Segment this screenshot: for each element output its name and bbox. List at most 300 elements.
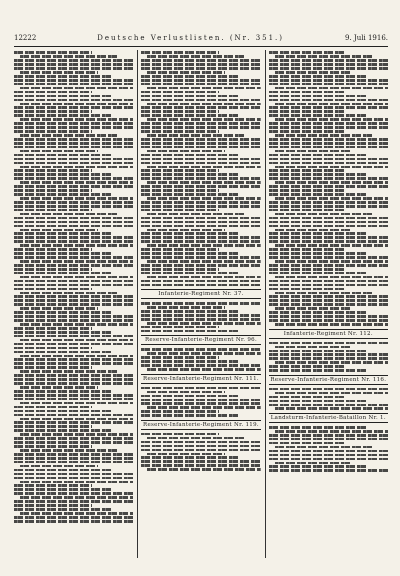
text-line xyxy=(269,83,388,86)
text-line xyxy=(147,87,260,90)
text-line xyxy=(275,150,353,153)
section-heading: Reserve-Infanterie-Regiment Nr. 119. xyxy=(143,421,259,428)
text-line xyxy=(141,95,239,98)
column-1 xyxy=(14,50,133,558)
text-line xyxy=(269,122,388,125)
text-line xyxy=(14,469,112,472)
text-line xyxy=(275,292,373,295)
text-line xyxy=(14,201,133,204)
text-line xyxy=(275,430,388,433)
page-number: 12222 xyxy=(14,34,37,42)
text-line xyxy=(141,395,239,398)
text-line xyxy=(269,106,388,109)
text-line xyxy=(269,91,347,94)
text-line xyxy=(141,189,219,192)
text-line xyxy=(269,126,388,129)
text-line xyxy=(14,453,133,456)
text-line xyxy=(20,181,133,184)
text-line xyxy=(269,458,388,461)
section-heading: Reserve-Infanterie-Regiment Nr. 96. xyxy=(141,335,260,345)
text-line xyxy=(141,414,239,417)
text-line xyxy=(269,369,367,372)
text-line xyxy=(14,264,133,267)
text-line xyxy=(14,437,133,440)
text-line xyxy=(147,134,245,137)
text-line xyxy=(275,71,353,74)
text-line xyxy=(14,209,92,212)
text-line xyxy=(14,193,112,196)
text-line xyxy=(14,331,112,334)
text-line xyxy=(269,288,347,291)
text-line xyxy=(14,99,133,102)
section-heading: Reserve-Infanterie-Regiment Nr. 111. xyxy=(143,375,259,382)
text-line xyxy=(141,209,219,212)
text-line xyxy=(141,177,260,180)
text-line xyxy=(269,272,367,275)
text-line xyxy=(269,342,388,345)
text-line xyxy=(147,306,225,309)
text-columns xyxy=(14,50,388,558)
text-line xyxy=(269,350,367,353)
text-line xyxy=(141,158,260,161)
text-line xyxy=(141,402,260,405)
text-line xyxy=(275,346,353,349)
text-line xyxy=(14,138,133,141)
text-line xyxy=(14,91,92,94)
text-line xyxy=(14,51,92,54)
text-line xyxy=(147,229,225,232)
text-line xyxy=(275,166,388,169)
text-line xyxy=(141,399,260,402)
text-line xyxy=(269,357,388,360)
text-line xyxy=(14,358,133,361)
text-line xyxy=(20,55,118,58)
page-header xyxy=(14,32,388,44)
text-line xyxy=(147,276,260,279)
text-line xyxy=(141,193,239,196)
text-line xyxy=(269,185,388,188)
text-line xyxy=(14,500,133,503)
text-line xyxy=(147,453,225,456)
text-line xyxy=(147,197,260,200)
text-line xyxy=(14,280,133,283)
text-line xyxy=(14,492,133,495)
text-line xyxy=(20,449,118,452)
text-line xyxy=(275,244,388,247)
text-line xyxy=(141,99,260,102)
text-line xyxy=(141,173,239,176)
text-line xyxy=(14,410,112,413)
text-line xyxy=(269,240,388,243)
text-line xyxy=(147,150,225,153)
text-line xyxy=(14,343,133,346)
text-line xyxy=(20,418,133,421)
text-line xyxy=(14,268,92,271)
text-line xyxy=(141,456,239,459)
text-line xyxy=(147,391,225,394)
text-line xyxy=(14,508,112,511)
text-line xyxy=(14,59,133,62)
text-line xyxy=(14,272,112,275)
text-line xyxy=(141,79,260,82)
text-line xyxy=(141,268,219,271)
text-line xyxy=(14,398,133,401)
text-line xyxy=(269,146,388,149)
text-line xyxy=(269,177,388,180)
text-line xyxy=(141,146,260,149)
text-line xyxy=(14,122,133,125)
text-line xyxy=(14,461,133,464)
text-line xyxy=(275,55,373,58)
text-line xyxy=(269,225,388,228)
text-line xyxy=(269,110,347,113)
text-line xyxy=(14,311,112,314)
text-line xyxy=(269,400,367,403)
text-line xyxy=(269,311,367,314)
text-line xyxy=(269,138,388,141)
text-line xyxy=(269,299,388,302)
text-line xyxy=(269,465,367,468)
text-line xyxy=(20,260,133,263)
text-line xyxy=(20,512,133,515)
text-line xyxy=(14,327,92,330)
text-line xyxy=(14,236,133,239)
text-line xyxy=(14,347,92,350)
text-line xyxy=(275,118,388,121)
text-line xyxy=(269,426,367,429)
text-line xyxy=(14,67,133,70)
text-line xyxy=(275,276,388,279)
text-line xyxy=(147,322,260,325)
text-line xyxy=(269,79,388,82)
text-line xyxy=(20,166,133,169)
text-line xyxy=(141,232,239,235)
text-line xyxy=(141,240,260,243)
text-line xyxy=(269,173,367,176)
text-line xyxy=(14,146,133,149)
text-line xyxy=(147,103,260,106)
text-line xyxy=(275,392,388,395)
text-line xyxy=(141,302,260,305)
text-line xyxy=(14,406,92,409)
text-line xyxy=(14,177,133,180)
text-line xyxy=(141,264,260,267)
section-heading: Reserve-Infanterie-Regiment Nr. 116. xyxy=(270,376,387,383)
text-line xyxy=(269,75,367,78)
text-line xyxy=(141,122,260,125)
text-line xyxy=(269,365,347,368)
text-line xyxy=(269,99,388,102)
text-line xyxy=(141,59,260,62)
text-line xyxy=(20,118,133,121)
text-line xyxy=(269,169,347,172)
text-line xyxy=(14,335,133,338)
text-line xyxy=(14,126,133,129)
text-line xyxy=(269,221,388,224)
text-line xyxy=(14,473,133,476)
header-rule xyxy=(14,46,388,47)
text-line xyxy=(269,295,388,298)
text-line xyxy=(269,404,388,407)
text-line xyxy=(269,142,388,145)
text-line xyxy=(14,351,112,354)
text-line xyxy=(275,446,373,449)
text-line xyxy=(147,71,225,74)
text-line xyxy=(14,284,133,287)
text-line xyxy=(20,87,133,90)
text-line xyxy=(269,217,388,220)
text-line xyxy=(14,256,133,259)
text-line xyxy=(14,173,112,176)
text-line xyxy=(141,252,239,255)
text-line xyxy=(14,390,112,393)
text-line xyxy=(141,464,260,467)
text-line xyxy=(14,362,133,365)
text-line xyxy=(141,114,239,117)
text-line xyxy=(269,454,388,457)
text-line xyxy=(269,162,388,165)
text-line xyxy=(14,142,133,145)
text-line xyxy=(141,348,260,351)
text-line xyxy=(275,407,388,410)
text-line xyxy=(147,166,260,169)
text-line xyxy=(20,370,118,373)
text-line xyxy=(141,75,239,78)
text-line xyxy=(269,114,367,117)
text-line xyxy=(14,205,133,208)
text-line xyxy=(14,295,133,298)
text-line xyxy=(141,130,219,133)
text-line xyxy=(141,433,219,436)
text-line xyxy=(20,496,133,499)
text-line xyxy=(20,307,98,310)
section-heading: Infanterie-Regiment Nr. 112. xyxy=(269,329,388,339)
text-line xyxy=(269,248,347,251)
text-line xyxy=(14,319,133,322)
text-line xyxy=(141,205,260,208)
text-line xyxy=(141,154,239,157)
text-line xyxy=(141,142,260,145)
text-line xyxy=(14,169,92,172)
text-line xyxy=(14,441,133,444)
text-line xyxy=(14,63,133,66)
text-line xyxy=(14,299,133,302)
text-line xyxy=(20,402,133,405)
text-line xyxy=(141,360,239,363)
text-line xyxy=(141,248,219,251)
text-line xyxy=(14,425,92,428)
issue-date: 9. Juli 1916. xyxy=(345,34,388,42)
text-line xyxy=(269,201,388,204)
text-line xyxy=(269,396,347,399)
text-line xyxy=(14,225,133,228)
text-line xyxy=(141,169,219,172)
text-line xyxy=(14,154,112,157)
text-line xyxy=(269,469,388,472)
text-line xyxy=(269,303,388,306)
text-line xyxy=(269,189,347,192)
text-line xyxy=(14,252,112,255)
text-line xyxy=(269,280,388,283)
text-line xyxy=(20,103,133,106)
text-line xyxy=(14,79,133,82)
text-line xyxy=(141,460,260,463)
text-line xyxy=(14,520,133,523)
text-line xyxy=(141,51,219,54)
text-line xyxy=(20,339,133,342)
text-line xyxy=(269,315,388,318)
text-line xyxy=(14,504,92,507)
text-line xyxy=(275,229,353,232)
text-line xyxy=(269,268,347,271)
text-line xyxy=(141,326,219,329)
section-heading: Infanterie-Regiment Nr. 37. xyxy=(141,289,260,299)
text-line xyxy=(269,158,388,161)
text-line xyxy=(141,110,219,113)
text-line xyxy=(275,213,373,216)
text-line xyxy=(14,394,133,397)
section-heading: Landsturm-Infanterie-Bataillon Nr. 1. xyxy=(269,413,388,423)
text-line xyxy=(269,193,367,196)
text-line xyxy=(275,181,388,184)
text-line xyxy=(275,134,373,137)
text-line xyxy=(14,162,133,165)
text-line xyxy=(275,87,388,90)
text-line xyxy=(14,484,92,487)
column-3 xyxy=(265,50,388,558)
text-line xyxy=(269,353,388,356)
text-line xyxy=(14,303,133,306)
text-line xyxy=(20,355,133,358)
text-line xyxy=(141,225,260,228)
text-line xyxy=(20,323,133,326)
text-line xyxy=(20,276,133,279)
text-line xyxy=(20,71,98,74)
text-line xyxy=(269,388,388,391)
text-line xyxy=(141,310,239,313)
text-line xyxy=(141,162,260,165)
text-line xyxy=(14,382,133,385)
text-line xyxy=(20,292,118,295)
text-line xyxy=(275,197,388,200)
text-line xyxy=(14,185,133,188)
text-line xyxy=(14,288,92,291)
text-line xyxy=(275,323,388,326)
text-line xyxy=(269,264,388,267)
text-line xyxy=(275,361,388,364)
text-line xyxy=(147,406,260,409)
text-line xyxy=(20,229,98,232)
text-line xyxy=(14,189,92,192)
text-line xyxy=(147,260,260,263)
text-line xyxy=(141,63,260,66)
text-line xyxy=(147,55,245,58)
text-line xyxy=(14,130,92,133)
text-line xyxy=(269,256,388,259)
text-line xyxy=(141,221,260,224)
text-line xyxy=(269,450,388,453)
text-line xyxy=(141,410,219,413)
text-line xyxy=(147,118,260,121)
text-line xyxy=(269,319,388,322)
text-line xyxy=(14,75,112,78)
text-line xyxy=(14,366,92,369)
text-line xyxy=(20,244,133,247)
text-line xyxy=(141,236,260,239)
text-line xyxy=(147,213,245,216)
text-line xyxy=(14,221,133,224)
text-line xyxy=(14,429,112,432)
text-line xyxy=(14,248,92,251)
text-line xyxy=(269,252,367,255)
text-line xyxy=(275,307,353,310)
text-line xyxy=(14,217,133,220)
text-line xyxy=(20,386,98,389)
text-line xyxy=(141,445,260,448)
text-line xyxy=(14,414,133,417)
text-line xyxy=(141,185,260,188)
text-line xyxy=(147,368,260,371)
text-line xyxy=(14,457,133,460)
text-line xyxy=(141,330,239,333)
text-line xyxy=(147,352,260,355)
text-line xyxy=(141,126,260,129)
text-line xyxy=(269,438,388,441)
text-line xyxy=(275,260,388,263)
text-line xyxy=(269,95,367,98)
text-line xyxy=(275,103,388,106)
text-line xyxy=(14,232,112,235)
text-line xyxy=(147,181,260,184)
text-line xyxy=(20,481,133,484)
text-line xyxy=(141,217,260,220)
text-line xyxy=(20,465,98,468)
text-line xyxy=(269,130,347,133)
text-line xyxy=(141,356,219,359)
text-line xyxy=(14,516,133,519)
text-line xyxy=(269,59,388,62)
text-line xyxy=(269,67,388,70)
text-line xyxy=(14,374,133,377)
text-line xyxy=(269,205,388,208)
text-line xyxy=(141,284,260,287)
text-line xyxy=(141,387,260,390)
text-line xyxy=(147,468,260,471)
text-line xyxy=(141,441,260,444)
text-line xyxy=(269,236,388,239)
text-line xyxy=(141,280,260,283)
text-line xyxy=(141,314,260,317)
text-line xyxy=(269,284,388,287)
text-line xyxy=(14,378,133,381)
text-line xyxy=(269,209,347,212)
text-line xyxy=(14,477,133,480)
text-line xyxy=(269,442,347,445)
text-line xyxy=(269,232,367,235)
text-line xyxy=(20,433,133,436)
text-line xyxy=(147,437,245,440)
text-line xyxy=(20,150,98,153)
text-line xyxy=(147,244,260,247)
text-line xyxy=(275,462,353,465)
text-line xyxy=(269,154,367,157)
text-line xyxy=(14,83,133,86)
column-2 xyxy=(137,50,260,558)
text-line xyxy=(141,67,260,70)
text-line xyxy=(141,272,239,275)
text-line xyxy=(14,240,133,243)
text-line xyxy=(14,445,92,448)
